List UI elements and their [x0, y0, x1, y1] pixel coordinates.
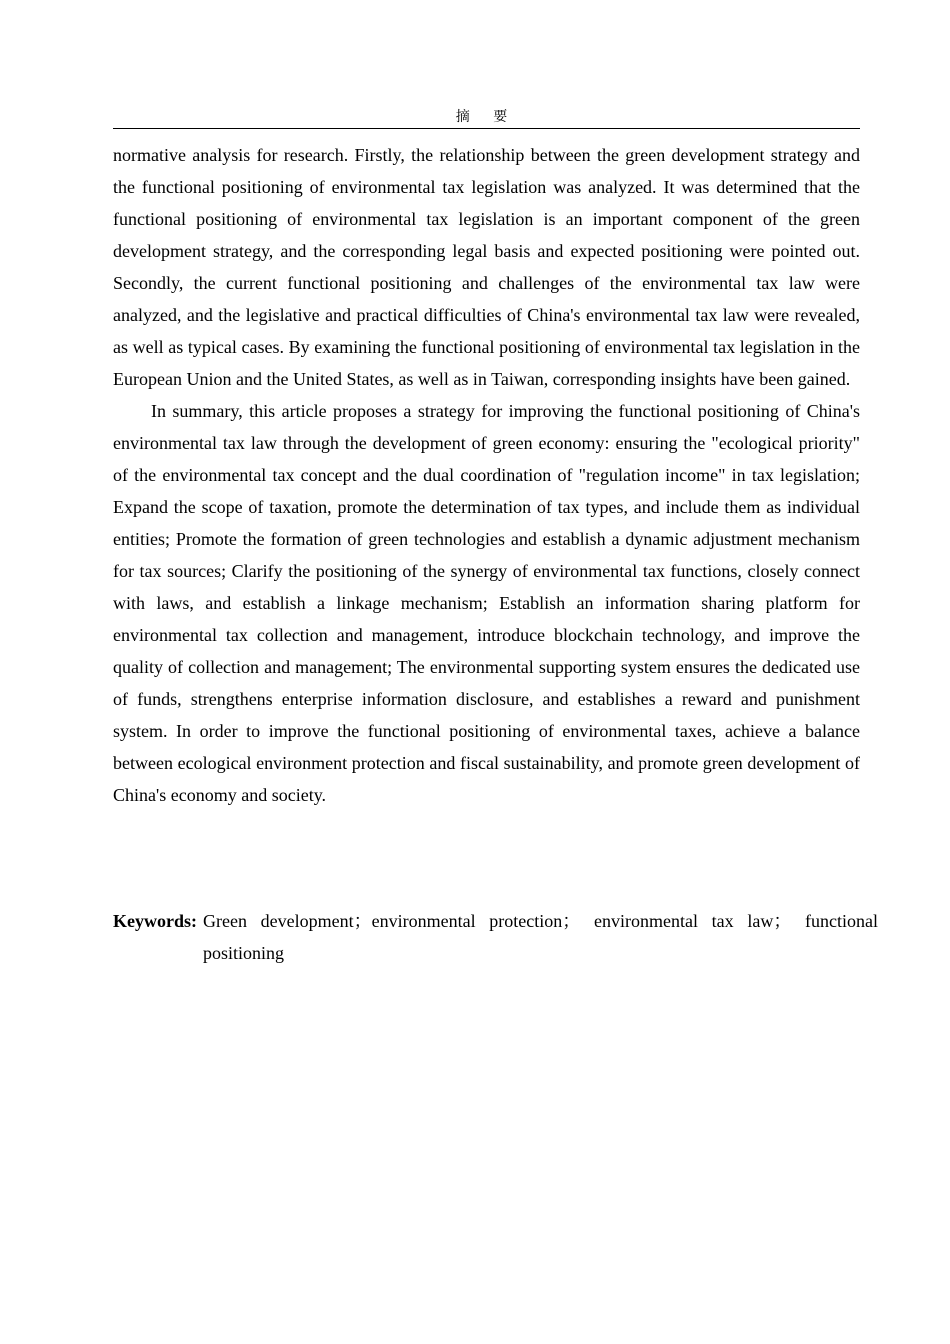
keywords-label: Keywords: — [113, 911, 197, 931]
page-header-title: 摘 要 — [455, 110, 518, 125]
header-divider — [113, 128, 860, 129]
keywords-list: Green development；environmental protection； environmental tax law； functional positioning — [203, 911, 878, 963]
abstract-paragraph-1: normative analysis for research. Firstly, the relationship between the green development strategy and the functional positioning of environmental tax legislation was analyzed. It was determined that the functional positioning of environmental tax legislation is an important component of the green development strategy, and the corresponding legal basis and expected positioning were pointed out. Secondly, the current functional positioning and challenges of the environmental tax law were analyzed, and the legislative and practical difficulties of China's environmental tax law were revealed, as well as typical cases. By examining the functional positioning of environmental tax legislation in the European Union and the United States, as well as in Taiwan, corresponding insights have been gained. — [113, 145, 860, 389]
abstract-paragraph-2: In summary, this article proposes a strategy for improving the functional positioning of China's environmental tax law through the development of green economy: ensuring the "ecological priority" of the environmental tax concept and the dual coordination of "regulation income" in tax legislation; Expand the scope of taxation, promote the determination of tax types, and include them as individual entities; Promote the formation of green technologies and establish a dynamic adjustment mechanism for tax sources; Clarify the positioning of the synergy of environmental tax functions, closely connect with laws, and establish a linkage mechanism; Establish an information sharing platform for environmental tax collection and management, introduce blockchain technology, and improve the quality of collection and management; The environmental supporting system ensures the dedicated use of funds, strengthens enterprise information disclosure, and establishes a reward and punishment system. In order to improve the functional positioning of environmental taxes, achieve a balance between ecological environment protection and fiscal sustainability, and promote green development of China's economy and society. — [113, 401, 860, 805]
keywords-section — [113, 905, 878, 969]
abstract-body — [113, 139, 860, 811]
